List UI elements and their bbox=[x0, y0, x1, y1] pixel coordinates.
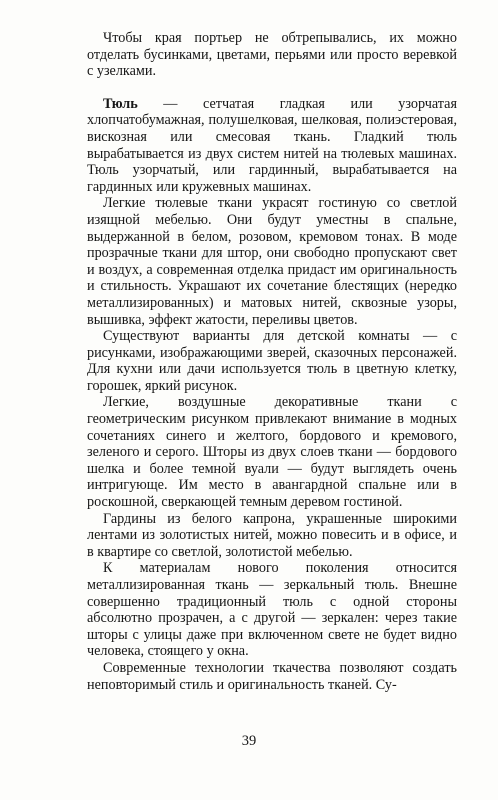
paragraph-capron-curtains: Гардины из белого капрона, украшенные широкими лентами из золотистых нитей, можно повесить и в офисе, и в квартире со светлой, золотистой мебелью. bbox=[87, 510, 457, 560]
paragraph-light-tulle: Легкие тюлевые ткани украсят гостиную со светлой изящной мебелью. Они будут уместны в спальне, выдержанной в белом, розовом, кремовом тонах. В моде прозрачные ткани для штор, они свободно пропускают свет и воздух, а современная отделка придаст им оригинальность и стильность. Украшают их сочетание блестящих (нередко металлизированных) и матовых нитей, сквозные узоры, вышивка, эффект жатости, переливы цветов. bbox=[87, 195, 457, 328]
paragraph-geometric-fabrics: Легкие, воздушные декоративные ткани с геометрическим рисунком привлекают внимание в модных сочетаниях синего и желтого, бордового и кремового, зеленого и серого. Шторы из двух слоев ткани — бордового шелка и более темной вуали — будут выглядеть очень интригующе. Им место в авангардной спальне или в роскошной, сверкающей темным деревом гостиной. bbox=[87, 394, 457, 511]
paragraph-curtain-edges: Чтобы края портьер не обтрепывались, их можно отделать бусинками, цветами, перьями или просто веревкой с узелками. bbox=[87, 30, 457, 80]
paragraph-mirror-tulle: К материалам нового поколения относится металлизированная ткань — зеркальный тюль. Внешне совершенно традиционный тюль с одной стороны абсолютно прозрачен, а с другой — зеркален: через такие шторы с улицы даже при включенном свете не будет видно человека, стоящего у окна. bbox=[87, 560, 457, 660]
paragraph-kids-room: Существуют варианты для детской комнаты — с рисунками, изображающими зверей, сказочных персонажей. Для кухни или дачи используется тюль в цветную клетку, горошек, яркий рисунок. bbox=[87, 328, 457, 394]
paragraph-tulle-definition: Тюль — сетчатая гладкая или узорчатая хлопчатобумажная, полушелковая, шелковая, полиэстеровая, вискозная или смесовая ткань. Гладкий тюль вырабатывается из двух систем нитей на тюлевых машинах. Тюль узорчатый, или гардинный, вырабатывается на гардинных или кружевных машинах. bbox=[87, 95, 457, 195]
paragraph-weaving-technologies: Современные технологии ткачества позволяют создать неповторимый стиль и оригинальность тканей. Су- bbox=[87, 659, 457, 693]
term-tulle: Тюль bbox=[103, 95, 138, 112]
page-number: 39 bbox=[241, 733, 257, 749]
page-text bbox=[87, 30, 457, 693]
